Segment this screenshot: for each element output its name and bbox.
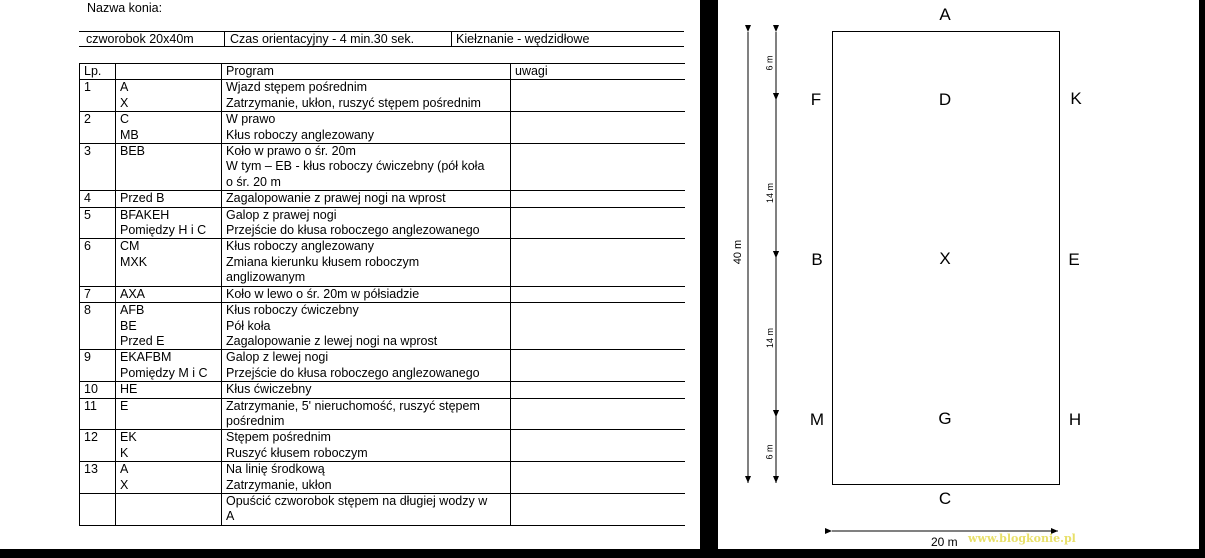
row-number: 1 <box>80 80 116 112</box>
mark-line: EKAFBM <box>120 350 172 365</box>
mark-line: BEB <box>120 144 146 159</box>
program-line: Przejście do kłusa roboczego anglezowanego <box>226 365 480 380</box>
row-number: 4 <box>80 191 116 207</box>
header-cell: uwagi <box>511 64 685 80</box>
program-line: Przejście do kłusa roboczego anglezowanego <box>226 223 480 238</box>
program-line: Kłus roboczy anglezowany <box>226 127 374 142</box>
letter-m: M <box>809 410 825 429</box>
mark-line: BFAKEH <box>120 207 170 222</box>
row-remarks <box>511 112 685 144</box>
row-remarks <box>511 493 685 525</box>
program-line: Zagalopowanie z prawej nogi na wprost <box>226 191 446 206</box>
segment-bottom-label: 6 m <box>764 444 775 460</box>
row-number: 3 <box>80 144 116 191</box>
program-line: Zatrzymanie, 5' nieruchomość, ruszyć stępem <box>226 398 480 413</box>
row-marks <box>116 191 222 207</box>
program-line: Ruszyć kłusem roboczym <box>226 445 368 460</box>
program-line: Wjazd stępem pośrednim <box>226 80 368 95</box>
program-line: Kłus roboczy anglezowany <box>226 239 374 254</box>
mark-line <box>120 494 217 509</box>
mark-line: X <box>120 95 129 110</box>
row-number: 5 <box>80 207 116 239</box>
table-row <box>80 398 685 430</box>
mark-line: AXA <box>120 286 146 301</box>
row-remarks <box>511 462 685 494</box>
letter-g: G <box>938 409 952 428</box>
program-line: Stępem pośrednim <box>226 430 331 445</box>
mark-line: A <box>120 462 129 477</box>
row-marks <box>116 398 222 430</box>
letter-c: C <box>938 489 952 508</box>
program-table <box>79 63 685 526</box>
row-remarks <box>511 239 685 286</box>
table-row <box>80 112 685 144</box>
table-row <box>80 207 685 239</box>
row-number: 6 <box>80 239 116 286</box>
row-marks <box>116 286 222 302</box>
row-program <box>222 191 511 207</box>
row-marks <box>116 207 222 239</box>
program-line: Kłus ćwiczebny <box>226 382 312 397</box>
length-label: 40 m <box>732 239 745 265</box>
arena-diagram <box>718 0 1199 549</box>
row-program <box>222 303 511 350</box>
program-line: W tym – EB - kłus roboczy ćwiczebny (pół koła <box>226 159 485 174</box>
header-cell: Program <box>222 64 511 80</box>
row-program <box>222 286 511 302</box>
letter-f: F <box>810 90 822 109</box>
row-remarks <box>511 80 685 112</box>
row-number: 2 <box>80 112 116 144</box>
letter-a: A <box>939 5 951 24</box>
test-time: Czas orientacyjny - 4 min.30 sek. <box>230 32 415 46</box>
row-marks <box>116 493 222 525</box>
row-number: 8 <box>80 303 116 350</box>
row-program <box>222 112 511 144</box>
row-program <box>222 493 511 525</box>
mark-line: A <box>120 80 129 95</box>
row-marks <box>116 239 222 286</box>
arena-size: czworobok 20x40m <box>86 32 194 46</box>
mark-line: AFB <box>120 303 145 318</box>
mark-line: HE <box>120 382 138 397</box>
letter-d: D <box>938 90 952 109</box>
table-row <box>80 286 685 302</box>
mark-line: MB <box>120 127 139 142</box>
mark-line: EK <box>120 430 137 445</box>
program-line: Galop z lewej nogi <box>226 350 329 365</box>
segment-upper-label: 14 m <box>765 182 776 204</box>
program-line: anglizowanym <box>226 270 306 285</box>
row-number: 11 <box>80 398 116 430</box>
table-row <box>80 144 685 191</box>
mark-line: Przed B <box>120 191 165 206</box>
mark-line: BE <box>120 318 137 333</box>
row-program <box>222 80 511 112</box>
mark-line: Pomiędzy M i C <box>120 365 208 380</box>
program-line: Zatrzymanie, ukłon <box>226 477 332 492</box>
row-marks <box>116 144 222 191</box>
table-row <box>80 80 685 112</box>
row-number: 10 <box>80 382 116 398</box>
row-marks <box>116 350 222 382</box>
row-remarks <box>511 207 685 239</box>
table-header <box>80 64 685 80</box>
mark-line: C <box>120 112 130 127</box>
program-line: Zagalopowanie z lewej nogi na wprost <box>226 333 438 348</box>
row-marks <box>116 112 222 144</box>
row-remarks <box>511 286 685 302</box>
segment-top-label: 6 m <box>764 55 775 71</box>
row-number: 7 <box>80 286 116 302</box>
row-program <box>222 144 511 191</box>
row-marks <box>116 382 222 398</box>
row-number: 13 <box>80 462 116 494</box>
row-number: 9 <box>80 350 116 382</box>
program-line: Koło w prawo o śr. 20m <box>226 144 356 159</box>
row-remarks <box>511 430 685 462</box>
table-row <box>80 191 685 207</box>
row-marks <box>116 462 222 494</box>
program-line: Pół koła <box>226 318 271 333</box>
table-row <box>80 493 685 525</box>
mark-line: MXK <box>120 254 148 269</box>
row-remarks <box>511 398 685 430</box>
row-program <box>222 430 511 462</box>
letter-k: K <box>1070 89 1082 108</box>
mark-line: X <box>120 477 129 492</box>
row-remarks <box>511 350 685 382</box>
header-cell: Lp. <box>80 64 116 80</box>
table-row <box>80 350 685 382</box>
program-line: Galop z prawej nogi <box>226 207 337 222</box>
mark-line: E <box>120 398 129 413</box>
program-line: Opuścić czworobok stępem na długiej wodzy w <box>226 493 488 508</box>
program-line: A <box>226 509 235 524</box>
program-line: Koło w lewo o śr. 20m w półsiadzie <box>226 286 420 301</box>
mark-line: Przed E <box>120 333 165 348</box>
row-program <box>222 350 511 382</box>
header-cell <box>116 64 222 80</box>
table-row <box>80 430 685 462</box>
watermark: www.blogkonie.pl <box>968 532 1076 545</box>
letter-h: H <box>1068 410 1082 429</box>
row-marks <box>116 80 222 112</box>
program-line: Zatrzymanie, ukłon, ruszyć stępem pośrednim <box>226 95 481 110</box>
width-label: 20 m <box>931 535 958 549</box>
row-number <box>80 493 116 525</box>
table-row <box>80 303 685 350</box>
mark-line: Pomiędzy H i C <box>120 223 207 238</box>
row-program <box>222 239 511 286</box>
table-row <box>80 382 685 398</box>
bridle: Kiełznanie - wędzidłowe <box>456 32 590 46</box>
table-row <box>80 239 685 286</box>
row-program <box>222 398 511 430</box>
dimension-lines <box>718 0 1199 549</box>
row-remarks <box>511 303 685 350</box>
mark-line: CM <box>120 239 140 254</box>
segment-lower-label: 14 m <box>765 327 776 349</box>
program-line: W prawo <box>226 112 276 127</box>
horse-name-label: Nazwa konia: <box>87 1 163 15</box>
mark-line: K <box>120 445 129 460</box>
row-program <box>222 207 511 239</box>
row-remarks <box>511 144 685 191</box>
program-line: Kłus roboczy ćwiczebny <box>226 303 359 318</box>
row-remarks <box>511 382 685 398</box>
row-marks <box>116 303 222 350</box>
program-line: o śr. 20 m <box>226 174 281 189</box>
row-remarks <box>511 191 685 207</box>
row-number: 12 <box>80 430 116 462</box>
table-row <box>80 462 685 494</box>
row-marks <box>116 430 222 462</box>
letter-e: E <box>1068 250 1080 269</box>
letter-b: B <box>811 250 823 269</box>
program-line: Na linię środkową <box>226 462 325 477</box>
program-line: pośrednim <box>226 413 285 428</box>
program-line: Zmiana kierunku kłusem roboczym <box>226 254 420 269</box>
row-program <box>222 462 511 494</box>
row-program <box>222 382 511 398</box>
letter-x: X <box>939 249 951 268</box>
